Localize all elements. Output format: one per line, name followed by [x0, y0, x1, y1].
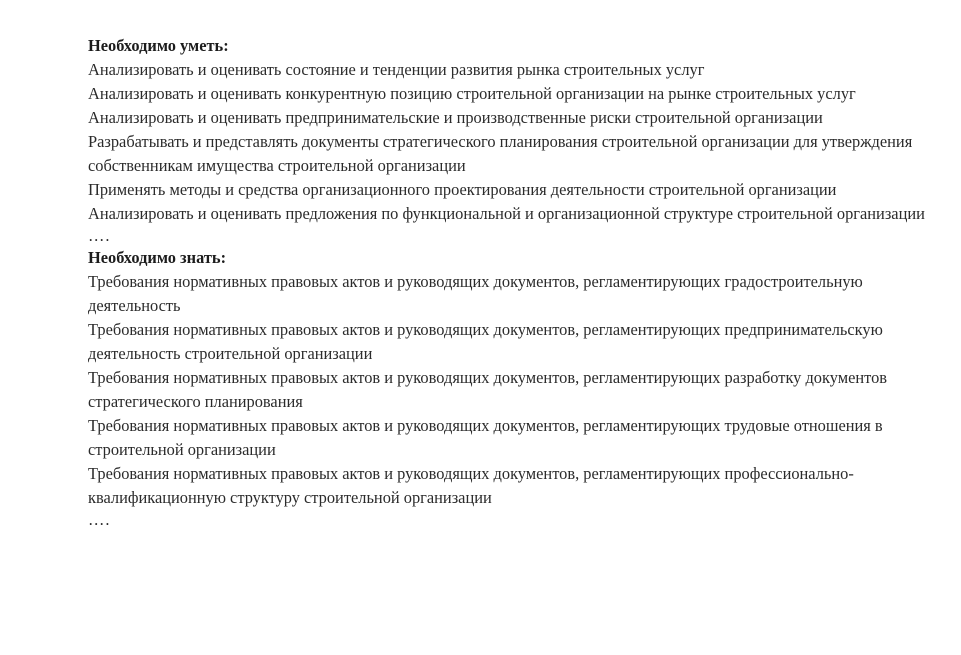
knowledge-item: Требования нормативных правовых актов и руководящих документов, регламентирующих градостроительную деятельность — [88, 272, 863, 315]
skills-item: Анализировать и оценивать предложения по функциональной и организационной структуре строительной организации — [88, 204, 925, 223]
skills-heading: Необходимо уметь: — [88, 36, 229, 55]
skills-ellipsis: …. — [88, 226, 111, 245]
document-body — [88, 34, 948, 530]
knowledge-item: Требования нормативных правовых актов и руководящих документов, регламентирующих предпринимательскую деятельность строительной организации — [88, 320, 883, 363]
skills-item: Анализировать и оценивать состояние и тенденции развития рынка строительных услуг — [88, 60, 705, 79]
skills-item: Разрабатывать и представлять документы стратегического планирования строительной организации для утверждения собственникам имущества строительной организации — [88, 132, 913, 175]
knowledge-item: Требования нормативных правовых актов и руководящих документов, регламентирующих разработку документов стратегического планирования — [88, 368, 888, 411]
knowledge-item: Требования нормативных правовых актов и руководящих документов, регламентирующих профессионально-квалификационную структуру строительной организации — [88, 464, 854, 507]
skills-item: Применять методы и средства организационного проектирования деятельности строительной организации — [88, 180, 837, 199]
skills-item: Анализировать и оценивать конкурентную позицию строительной организации на рынке строительных услуг — [88, 84, 856, 103]
knowledge-list — [88, 270, 948, 510]
knowledge-ellipsis: …. — [88, 510, 111, 529]
skills-list — [88, 58, 948, 226]
knowledge-heading: Необходимо знать: — [88, 248, 227, 267]
skills-item: Анализировать и оценивать предпринимательские и производственные риски строительной организации — [88, 108, 823, 127]
knowledge-item: Требования нормативных правовых актов и руководящих документов, регламентирующих трудовые отношения в строительной организации — [88, 416, 883, 459]
